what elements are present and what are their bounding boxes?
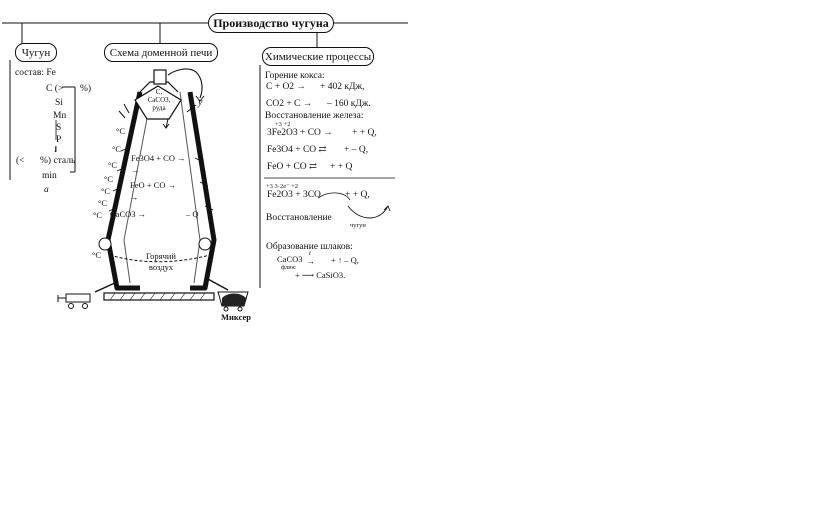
charge-caco3: CaCO3, <box>147 96 171 104</box>
temp-8: °C <box>92 250 102 260</box>
furnace-reaction-3: CaCO3 → <box>110 209 147 219</box>
hot-air-line-1: Горячий <box>146 251 176 261</box>
temp-1: °C <box>116 126 126 136</box>
restoration-label: Восстановление <box>266 213 332 223</box>
svg-text:y: y <box>198 97 203 108</box>
steel-prefix: (< <box>16 156 25 166</box>
temp-5: °C <box>101 186 111 196</box>
temp-4: °C <box>104 174 114 184</box>
composition-label: состав: Fe <box>15 68 56 78</box>
temp-7: °C <box>93 210 103 220</box>
element-mn: Mn <box>53 111 67 121</box>
steel-label: %) сталь <box>40 156 76 166</box>
furnace-reaction-2: FeO + CO → <box>130 180 177 190</box>
slag-reaction-1-tail: + ↑ – Q, <box>331 255 359 265</box>
oxidation-marks: +3 +2 <box>275 121 291 128</box>
furnace-reaction-1: Fe3O4 + CO → <box>131 153 186 163</box>
reduction-heading: Восстановление железа: <box>265 111 364 121</box>
hot-air-line-2: воздух <box>148 262 174 272</box>
element-s: S <box>56 123 62 133</box>
section-chemistry-heading: Химические процессы <box>262 47 374 66</box>
temp-3: °C <box>108 160 118 170</box>
section-furnace-heading: Схема доменной печи <box>104 43 218 62</box>
furnace-reaction-1-tail: → <box>131 165 140 175</box>
charge-c: C, <box>155 88 163 96</box>
slag-caco3: CaCO3 <box>277 254 303 264</box>
furnace-reaction-3-tail: – Q <box>186 209 199 219</box>
charge-ore: руда <box>152 104 166 112</box>
reduction-reaction-4: Fe2O3 + 3CO <box>267 190 321 200</box>
page-title: Производство чугуна <box>208 13 334 33</box>
down-arrow: ↓ <box>53 145 58 155</box>
reduction-reaction-2: Fe3O4 + CO ⇄ <box>267 145 327 155</box>
mixer-label: Миксер <box>221 312 251 322</box>
carbon-label: C (> <box>46 84 64 94</box>
coke-reaction-2: CO2 + C → <box>266 99 313 109</box>
reduction-reaction-2-tail: + – Q, <box>344 145 369 155</box>
electron-marks: +3 3·2e⁻ +2 <box>266 183 299 190</box>
flux-label: флюс <box>281 264 297 271</box>
carbon-unit: %) <box>80 84 92 94</box>
min-label: min <box>42 171 57 181</box>
reduction-reaction-3: FeO + CO ⇄ <box>267 162 318 172</box>
furnace-reaction-2-tail: → <box>130 192 139 202</box>
slag-heading: Образование шлаков: <box>266 242 353 252</box>
temp-6: °C <box>98 198 108 208</box>
coke-reaction-1: C + O2 → <box>266 82 306 92</box>
pig-iron-label: чугун <box>350 222 366 229</box>
coke-reaction-2-value: – 160 кДж. <box>327 99 371 109</box>
slag-arrow: → <box>306 256 315 266</box>
temp-2: °C <box>112 144 122 154</box>
section-cast-iron-heading: Чугун <box>15 43 57 62</box>
reduction-reaction-3-tail: + + Q <box>330 162 353 172</box>
reduction-reaction-1: 3Fe2O3 + CO → <box>267 128 333 138</box>
slag-reaction-2: + ⟶ CaSiO3. <box>295 270 346 280</box>
element-si: Si <box>55 98 63 108</box>
element-p: P <box>56 135 62 145</box>
coke-reaction-1-value: + 402 кДж, <box>320 82 365 92</box>
reduction-reaction-4-tail: + + Q, <box>345 190 370 200</box>
note-a: a <box>44 185 49 195</box>
coke-heading: Горение кокса: <box>265 71 325 81</box>
slag-temperature-mark: t <box>309 250 311 257</box>
reduction-reaction-1-tail: + + Q, <box>352 128 377 138</box>
